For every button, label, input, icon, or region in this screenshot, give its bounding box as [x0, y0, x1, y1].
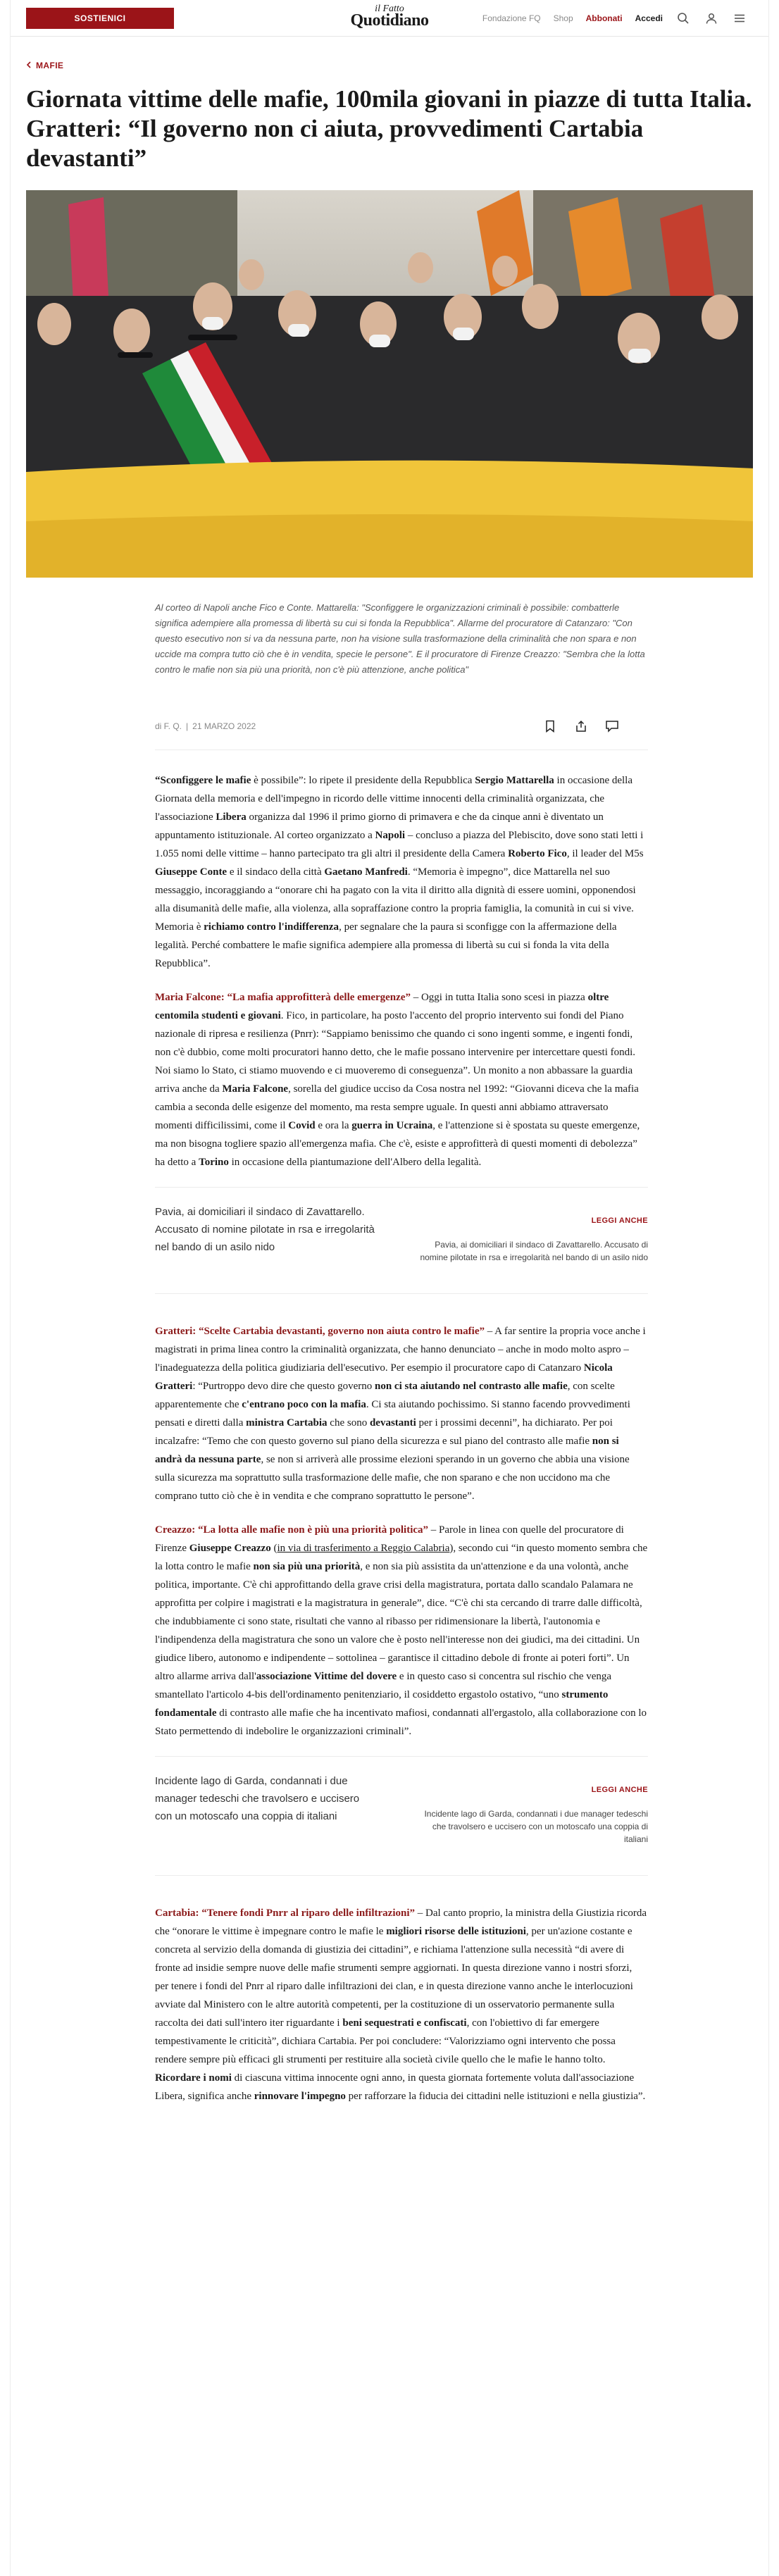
- bold-text: Giuseppe Creazzo: [189, 1543, 271, 1554]
- publish-date: 21 MARZO 2022: [192, 721, 256, 731]
- text-run: – Parole in linea con quelle del procuratore di Firenze: [155, 1524, 624, 1554]
- text-run: , e l'attenzione si è spostata su queste emergenze, ma non bisogna togliere spazio all'emergenza mafia. Che c'è, esiste e approfitterà di questi momenti di debolezza” ha detto a: [155, 1120, 640, 1168]
- comment-icon[interactable]: [604, 718, 620, 734]
- text-run: : “Purtroppo devo dire che questo governo: [192, 1381, 375, 1392]
- text-run: – concluso a piazza del Plebiscito, dove sono stati letti i 1.055 nomi delle vittime – hanno partecipato tra gli altri il presidente della Camera: [155, 830, 644, 859]
- text-run: – Oggi in tutta Italia sono scesi in piazza: [410, 992, 588, 1003]
- text-run: . Ci sta aiutando pochissimo. Si stanno facendo provvedimenti pensati e diretti dalla: [155, 1399, 630, 1429]
- paragraph: [155, 1904, 648, 2105]
- text-run: per i prossimi decenni”, ha dichiarato. Per poi incalzafre: “Temo che con questo governo sul piano della sicurezza e sul piano del contrasto alle mafie: [155, 1417, 613, 1447]
- nav-shop[interactable]: Shop: [553, 13, 573, 23]
- related-article-title[interactable]: Pavia, ai domiciliari il sindaco di Zavattarello. Accusato di nomine pilotate in rsa e irregolarità nel bando di un asilo nido: [155, 1206, 375, 1253]
- related-article[interactable]: [155, 1187, 648, 1294]
- author[interactable]: di F. Q.: [155, 721, 182, 731]
- bold-text: non ci sta aiutando nel contrasto alle mafie: [375, 1381, 568, 1392]
- meta-separator: |: [186, 721, 189, 731]
- sostienici-button[interactable]: SOSTIENICI: [26, 8, 174, 29]
- related-article-title[interactable]: Incidente lago di Garda, condannati i due manager tedeschi che travolsero e uccisero con un motoscafo una coppia di italiani: [155, 1775, 360, 1822]
- text-run: , se non si arriverà alle prossime elezioni sperando in un governo che abbia una visione sulla sicurezza ma soprattutto sulla trasformazione delle mafie, che non sparano e che non uccidono ma che comprano tutto ciò che è in vendita e che comprano soprattutto le persone”.: [155, 1454, 630, 1502]
- text-run: , per segnalare che la paura si sconfigge con la affermazione della legalità. Perché combattere le mafie significa adempiere alla promessa di libertà su cui si fonda la vita della Repubblica”.: [155, 921, 617, 969]
- top-nav: [482, 11, 747, 26]
- section-heading: Cartabia: “Tenere fondi Pnrr al riparo delle infiltrazioni”: [155, 1908, 416, 1919]
- bold-text: ministra Cartabia: [246, 1417, 328, 1429]
- text-run: e in questo caso si concentra sul rischio che venga smantellato l'articolo 4-bis dell'ordinamento penitenziario, il cosiddetto ergastolo ostativo, “uno: [155, 1671, 612, 1700]
- search-icon[interactable]: [675, 11, 691, 26]
- text-run: per rafforzare la fiducia dei cittadini nelle istituzioni e nella giustizia”.: [345, 2091, 646, 2102]
- bold-text: rinnovare l'impegno: [254, 2091, 346, 2102]
- breadcrumb[interactable]: [11, 37, 768, 70]
- nav-accedi[interactable]: Accedi: [635, 13, 663, 23]
- bold-text: Covid: [288, 1120, 316, 1131]
- text-run: , con l'obiettivo di far emergere tempestivamente le criticità”, dichiara Cartabia. Per poi concludere: “Valorizziamo ogni intervento che possa rendere sempre più efficaci gli strumenti per restituire alla società civile quello che le mafie le hanno tolto.: [155, 2017, 616, 2065]
- bold-text: beni sequestrati e confiscati: [342, 2017, 467, 2029]
- bold-text: Giuseppe Conte: [155, 866, 228, 878]
- logo-line-2: Quotidiano: [350, 11, 429, 30]
- text-run: , sorella del giudice ucciso da Cosa nostra nel 1992: “Giovanni diceva che la mafia cambia a seconda delle esigenze del momento, ma resta sempre uguale. In questi anni abbiamo attraversato momenti difficilissimi, come il: [155, 1083, 639, 1131]
- paragraph: [155, 1521, 648, 1741]
- bold-text: c'entrano poco con la mafia: [242, 1399, 366, 1410]
- article-title: Giornata vittime delle mafie, 100mila giovani in piazze di tutta Italia. Gratteri: “Il governo non ci aiuta, provvedimenti Cartabia devastanti”: [26, 85, 752, 172]
- nav-abbonati[interactable]: Abbonati: [585, 13, 623, 23]
- related-tag: LEGGI ANCHE: [591, 1217, 648, 1225]
- breadcrumb-label: MAFIE: [36, 61, 64, 70]
- text-run: , con scelte apparentemente che: [155, 1381, 615, 1410]
- bold-text: oltre centomila studenti e giovani: [155, 992, 609, 1021]
- bold-text: richiamo contro l'indifferenza: [204, 921, 339, 933]
- text-run: . Fico, in particolare, ha posto l'accento del proprio intervento sui fondi del Piano nazionale di ripresa e resilienza (Pnrr): “Sappiamo benissimo che quando ci sono ingenti somme, e ingenti fondi, non c'è dubbio, come molti procuratori hanno detto, che le mafie possano intervenire per intercettare questi fondi. Noi siamo lo Stato, ci stiamo muovendo e ci muoveremo di conseguenza”. Un monito a non abbassare la guardia arriva anche da: [155, 1010, 636, 1095]
- bold-text: Nicola Gratteri: [155, 1362, 613, 1392]
- site-logo[interactable]: [350, 4, 428, 29]
- site-header: [11, 0, 768, 37]
- section-heading: Maria Falcone: “La mafia approfitterà delle emergenze”: [155, 992, 411, 1003]
- bold-text: Roberto Fico: [508, 848, 567, 859]
- text-run: e il sindaco della città: [227, 866, 325, 878]
- text-run: , il leader del M5s: [566, 848, 644, 859]
- bold-text: “Sconfiggere le mafie: [155, 775, 251, 786]
- related-thumb-text: Incidente lago di Garda, condannati i due manager tedeschi che travolsero e uccisero con un motoscafo una coppia di italiani: [424, 1809, 648, 1844]
- bold-text: associazione Vittime del dovere: [256, 1671, 397, 1682]
- related-article-thumb[interactable]: [409, 1772, 648, 1846]
- related-tag: LEGGI ANCHE: [591, 1786, 648, 1794]
- bold-text: Napoli: [375, 830, 406, 841]
- logo-line-1: il Fatto: [375, 4, 404, 14]
- text-run: e ora la: [315, 1120, 352, 1131]
- text-run: di contrasto alle mafie che ha incentivato mafiosi, condannati all'ergastolo, alla collaborazione con lo Stato permettendo di indebolire le organizzazioni criminali”.: [155, 1707, 647, 1737]
- article-body: [155, 771, 648, 2105]
- photo-caption: Al corteo di Napoli anche Fico e Conte. Mattarella: "Sconfiggere le organizzazioni criminali è possibile: combatterle significa adempiere alla promessa di libertà su cui si fonda la Repubblica". Allarme del procuratore di Catanzaro: "Con questo esecutivo non si va da nessuna parte, non ha visione sulla trasformazione della criminalità che non spara e non uccide ma compra tutto ciò che è in vendita, specie le persone". E il procuratore di Firenze Creazzo: "Sembra che la lotta contro le mafie non sia più una priorità, non c'è più attenzione, anche politica": [155, 602, 645, 675]
- section-heading: Gratteri: “Scelte Cartabia devastanti, governo non aiuta contro le mafie”: [155, 1326, 485, 1337]
- related-thumb-text: Pavia, ai domiciliari il sindaco di Zavattarello. Accusato di nomine pilotate in rsa e irregolarità nel bando di un asilo nido: [420, 1240, 648, 1262]
- text-run: è possibile”: lo ripete il presidente della Repubblica: [251, 775, 475, 786]
- bold-text: guerra in Ucraina: [351, 1120, 433, 1131]
- user-icon[interactable]: [704, 11, 719, 26]
- text-run: . “Memoria è impegno”, dice Mattarella nel suo messaggio, incoraggiando a “onorare chi ha pagato con la vita il diritto alla dignità di essere uomini, opponendosi alla disumanità delle mafie, alla violenza, alla sopraffazione contro la propria famiglia, la comunità in cui si vive. Memoria è: [155, 866, 636, 933]
- bold-text: Maria Falcone: [222, 1083, 289, 1095]
- bold-text: migliori risorse delle istituzioni: [386, 1926, 526, 1937]
- paragraph: [155, 771, 648, 973]
- bold-text: devastanti: [369, 1417, 416, 1429]
- bold-text: Gaetano Manfredi: [324, 866, 408, 878]
- paragraph: [155, 988, 648, 1171]
- text-run: organizza dal 1996 il primo giorno di primavera e che da cinque anni è diventato un appuntamento istituzionale. Al corteo organizzato a: [155, 811, 604, 841]
- menu-icon[interactable]: [732, 11, 747, 26]
- text-run: , per un'azione costante e concreta al servizio della domanda di giustizia dei cittadini”, e richiama l'attenzione sulla necessità “di avere di fronte ad insidie sempre nuove delle mafie strumenti sempre aggiornati. In questa direzione vanno i nostri sforzi, per tenere i fondi del Pnrr al riparo dalle infiltrazioni dei clan, e in questa direzione vanno anche le interlocuzioni avviate dal Ministero con le altre autorità competenti, per la costituzione di un osservatorio permanente sulla raccolta dei dati sull'intero iter riguardante i: [155, 1926, 633, 2029]
- bold-text: non si andrà da nessuna parte: [155, 1436, 619, 1465]
- text-run: – A far sentire la propria voce anche i magistrati in prima linea contro la criminalità organizzata, che hanno denunciato – anche in modo molto aspro – l'inadeguatezza della politica giudiziaria dell'esecutivo. Per esempio il procuratore capo di Catanzaro: [155, 1326, 646, 1374]
- text-run: che sono: [327, 1417, 370, 1429]
- text-run: di ciascuna vittima innocente ogni anno, in questa giornata fortemente voluta dall'associazione Libera, significa anche: [155, 2072, 635, 2102]
- related-article-thumb[interactable]: [409, 1203, 648, 1264]
- related-article[interactable]: [155, 1756, 648, 1876]
- chevron-left-icon: [26, 61, 31, 70]
- nav-fondazione-fq[interactable]: Fondazione FQ: [482, 13, 541, 23]
- paragraph: [155, 1322, 648, 1505]
- bold-text: Torino: [199, 1157, 229, 1168]
- inline-link[interactable]: in via di trasferimento a Reggio Calabria: [277, 1543, 450, 1554]
- bold-text: Libera: [216, 811, 247, 823]
- hero-photo: [26, 190, 753, 578]
- article-actions: [542, 718, 620, 734]
- text-run: – Dal canto proprio, la ministra della Giustizia ricorda che “onorare le vittime è impegnare contro le mafie le: [155, 1908, 647, 1937]
- bold-text: Sergio Mattarella: [475, 775, 554, 786]
- bookmark-icon[interactable]: [542, 718, 558, 734]
- text-run: in occasione della Giornata della memoria e dell'impegno in ricordo delle vittime innocenti della criminalità organizzata, che l'associazione: [155, 775, 633, 823]
- bold-text: non sia più una priorità: [253, 1561, 361, 1572]
- text-run: (: [270, 1543, 278, 1554]
- bold-text: Ricordare i nomi: [155, 2072, 232, 2084]
- text-run: , e non sia più assistita da un'attenzione e da una volontà, anche politica, importante. C'è chi approfittando della grave crisi della magistratura, portata dallo scandalo Palamara ne approfitta per colpire i magistrati e la magistratura in generale”, dice. “C'è chi sta cercando di trarre dalle difficoltà, che indubbiamente ci sono state, risultati che vanno al ribasso per ridimensionare la libertà, l'autonomia e l'indipendenza della magistratura che sono un valore che è posto nell'interesse non dei giudici, ma dei cittadini. Un giudice libero, autonomo e indipendente – sottolinea – garantisce il cittadino debole di fronte ai poteri forti”. Un altro allarme arriva dall': [155, 1561, 642, 1682]
- section-heading: Creazzo: “La lotta alle mafie non è più una priorità politica”: [155, 1524, 429, 1536]
- article-meta: [155, 718, 648, 750]
- text-run: ), secondo cui “in questo momento sembra che la lotta contro le mafie: [155, 1543, 648, 1572]
- bold-text: strumento fondamentale: [155, 1689, 609, 1719]
- text-run: in occasione della piantumazione dell'Albero della legalità.: [228, 1157, 482, 1168]
- share-icon[interactable]: [573, 718, 589, 734]
